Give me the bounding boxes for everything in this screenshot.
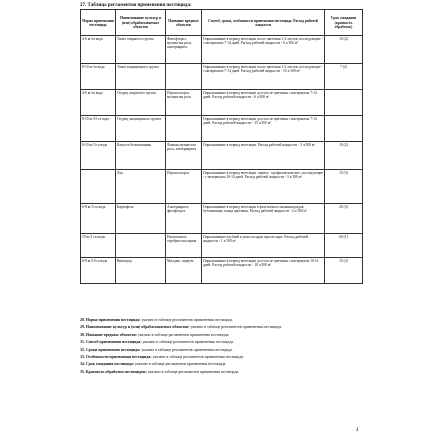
table-row bbox=[81, 204, 363, 234]
table-cell: Фитофтороз, мучнистая роса, альтернариоз bbox=[166, 36, 202, 64]
table-cell: 20 (3) bbox=[325, 204, 363, 234]
table-cell: 4-6 кг/га вода bbox=[81, 36, 116, 64]
table-row bbox=[81, 170, 363, 204]
table-cell: 10 кг/1 га воды bbox=[81, 234, 116, 258]
table-cell: Пероноспороз, мучнистая роса bbox=[166, 90, 202, 116]
column-header: Название вредных объектов bbox=[166, 10, 202, 36]
table-cell: Опрыскивание клубней в день посадки при посадке. Расход рабочей жидкости - 1 л/100 м² bbox=[202, 234, 325, 258]
table-cell: Томат открытого грунта bbox=[116, 36, 166, 64]
note-text: указано в таблице регламентов применения пестицида. bbox=[152, 354, 245, 359]
note-text: указано в таблице регламентов применения пестицида. bbox=[141, 318, 234, 322]
table-cell: 8-10 кг/га вода bbox=[81, 64, 116, 90]
note-item bbox=[80, 370, 362, 375]
note-label: 33. Особенности применения пестицида: bbox=[80, 354, 152, 359]
column-header: Способ, сроки, особенности применения пестицида. Расход рабочей жидкости bbox=[202, 10, 325, 36]
note-label: 31. Способ применения пестицида: bbox=[80, 340, 142, 345]
note-text: указано в таблице регламентов применения пестицида. bbox=[137, 332, 230, 337]
table-cell: Опрыскивание в период вегетации. Расход рабочей жидкости - 3 л/100 м² bbox=[202, 142, 325, 170]
column-header: Срок ожидания (кратность обработок) bbox=[325, 10, 363, 36]
table-cell: Опрыскивание в период вегетации в фазе начала смыкания рядов, бутонизации, конца цветения. Расход рабочей жидкости - 3 л/100 м² bbox=[202, 204, 325, 234]
table-row bbox=[81, 116, 363, 142]
note-label: 28. Норма применения пестицида: bbox=[80, 318, 141, 322]
table-row bbox=[81, 90, 363, 116]
table-row bbox=[81, 64, 363, 90]
table-cell bbox=[116, 234, 166, 258]
table-cell: Ложная мучнистая роса, альтернариоз bbox=[166, 142, 202, 170]
table-cell: Альтернариоз, фитофтороз bbox=[166, 204, 202, 234]
note-item bbox=[80, 348, 362, 353]
table-cell: 4-6 кг/га вода bbox=[81, 90, 116, 116]
note-text: указано в таблице регламентов применения пестицида. bbox=[134, 362, 227, 367]
table-cell: Милдью, оидиум bbox=[166, 258, 202, 284]
table-cell: Опрыскивание в период вегетации после цветения 1-2 листов, последующие - с интервалом 7-14 дней. Расход рабочей жидкости - 6 л/100 м² bbox=[202, 36, 325, 64]
table-cell: Томат защищенного грунта bbox=[116, 64, 166, 90]
note-item bbox=[80, 355, 362, 360]
table-cell: Картофель bbox=[116, 204, 166, 234]
table-cell: 60 (1) bbox=[325, 234, 363, 258]
table-cell: 10 (2) bbox=[325, 142, 363, 170]
note-text: указано в таблице регламентов применения пестицида. bbox=[142, 340, 235, 345]
note-item bbox=[80, 340, 362, 345]
table-cell: 7 (2) bbox=[325, 64, 363, 90]
table-cell: Капуста белокочанная bbox=[116, 142, 166, 170]
table-cell: Огурец открытого грунта bbox=[116, 90, 166, 116]
table-cell: Пероноспороз bbox=[166, 170, 202, 204]
column-header: Наименование культур и (или) обрабатываемых объектов bbox=[116, 10, 166, 36]
table-cell bbox=[81, 170, 116, 204]
table-header-row bbox=[81, 10, 363, 36]
table-row bbox=[81, 142, 363, 170]
column-header: Норма применения пестицида bbox=[81, 10, 116, 36]
table-cell: Лук bbox=[116, 170, 166, 204]
table-cell: Ризоктониоз, серебристая парша bbox=[166, 234, 202, 258]
table-cell: Опрыскивание в период вегетации до и после цветения с интервалом 7-14 дней. Расход рабочей жидкости - 6 л/100 м² bbox=[202, 90, 325, 116]
note-text: указано в таблице регламентов применения пестицида. bbox=[141, 347, 233, 352]
notes-section bbox=[80, 318, 362, 377]
table-cell: 6-8 кг/3 га вода bbox=[81, 204, 116, 234]
table-heading: 27. Таблица регламентов применения пестицида: bbox=[80, 3, 192, 8]
table-cell: 10 (2) bbox=[325, 36, 363, 64]
note-item bbox=[80, 318, 362, 323]
note-label: 29. Наименование культур и (или) обрабатываемых объектов: bbox=[80, 325, 190, 330]
table-cell bbox=[166, 64, 202, 90]
table-cell: Опрыскивание в период вегетации до и после цветения с интервалом 7-14 дней. Расход рабочей жидкости - 15 л/100 м² bbox=[202, 116, 325, 142]
note-item bbox=[80, 325, 362, 330]
table-cell: Опрыскивание в период вегетации до и после цветения с интервалом 10-14 дней. Расход рабочей жидкости - 10 л/100 м² bbox=[202, 258, 325, 284]
note-label: 34. Срок ожидания пестицида: bbox=[80, 362, 134, 367]
page-number: 4 bbox=[356, 428, 359, 433]
note-label: 32. Сроки применения пестицида: bbox=[80, 347, 141, 352]
note-item bbox=[80, 333, 362, 338]
note-label: 35. Кратность обработки пестицидом: bbox=[80, 369, 147, 374]
note-text: указано в таблице регламентов применения пестицида. bbox=[147, 369, 240, 374]
table-cell: 6-8 кг/10 га вода bbox=[81, 258, 116, 284]
table-cell: Опрыскивание в период вегетации: первое - профилактическое, последующие - с интервалом 10-14 дней. Расход рабочей жидкости - 3 л/100 м² bbox=[202, 170, 325, 204]
table-row bbox=[81, 234, 363, 258]
table-cell bbox=[325, 116, 363, 142]
table-cell bbox=[325, 90, 363, 116]
table-cell: 8-10 кг/3 га вода bbox=[81, 142, 116, 170]
table-row bbox=[81, 258, 363, 284]
table-cell bbox=[166, 116, 202, 142]
table-cell: Виноград bbox=[116, 258, 166, 284]
table-cell: Огурец защищенного грунта bbox=[116, 116, 166, 142]
table-row bbox=[81, 36, 363, 64]
note-item bbox=[80, 362, 362, 367]
pesticide-regulations-table bbox=[80, 9, 363, 284]
note-text: указано в таблице регламентов применения пестицида. bbox=[190, 325, 282, 330]
table-cell: 35 (2) bbox=[325, 258, 363, 284]
table-cell: 8-10 кг/15 га вода bbox=[81, 116, 116, 142]
table-cell: 15 (3) bbox=[325, 170, 363, 204]
note-label: 30. Название вредных объектов: bbox=[80, 332, 137, 337]
table-cell: Опрыскивание в период вегетации после цветения 1-2 листов, последующие - с интервалом 7-14 дней. Расход рабочей жидкости - 10 л/100 м² bbox=[202, 64, 325, 90]
